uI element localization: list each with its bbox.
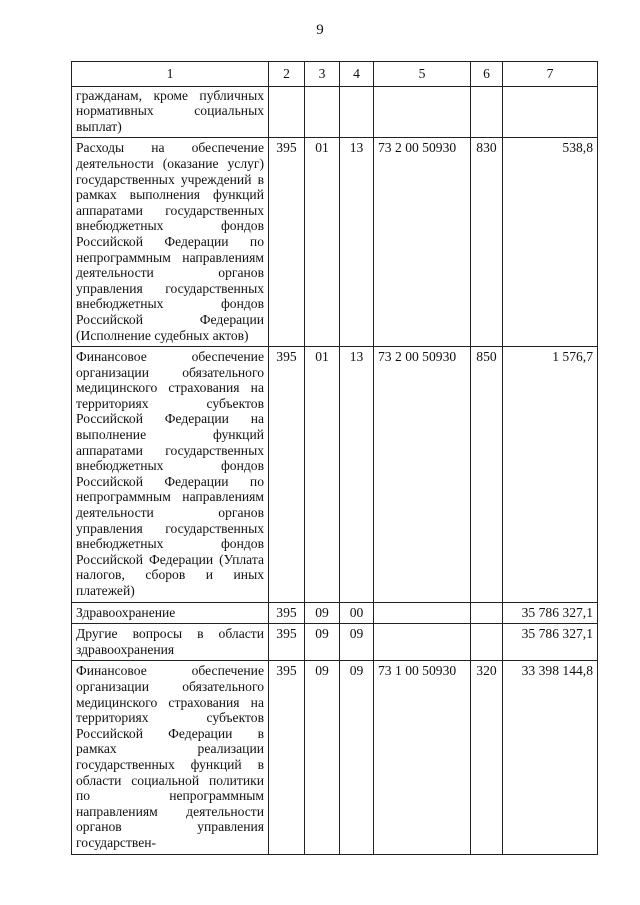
budget-table [71, 61, 598, 855]
row-col-5: 73 2 00 50930 [374, 138, 471, 347]
table-row [72, 86, 598, 138]
row-col-3: 01 [305, 347, 340, 603]
header-col-2: 2 [269, 62, 305, 87]
row-col-6: 850 [471, 347, 503, 603]
row-col-3: 09 [305, 661, 340, 854]
table-row [72, 624, 598, 661]
row-col-7: 35 786 327,1 [503, 624, 598, 661]
row-col-2: 395 [269, 624, 305, 661]
row-col-5: 73 1 00 50930 [374, 661, 471, 854]
row-name: Финансовое обеспечение организации обязательного медицинского страхования на территориях субъектов Российской Федерации в рамках реализации государственных функций в области социальной политики по непрограммным направлениям деятельности органов управления государствен- [72, 661, 269, 854]
row-col-2: 395 [269, 138, 305, 347]
row-col-4: 00 [340, 602, 374, 624]
header-col-4: 4 [340, 62, 374, 87]
row-col-2: 395 [269, 602, 305, 624]
table-row [72, 661, 598, 854]
row-name: Здравоохранение [72, 602, 269, 624]
table-header-row [72, 62, 598, 87]
header-col-5: 5 [374, 62, 471, 87]
table-row [72, 602, 598, 624]
row-col-3 [305, 86, 340, 138]
header-col-1: 1 [72, 62, 269, 87]
row-col-6: 320 [471, 661, 503, 854]
header-col-7: 7 [503, 62, 598, 87]
page-number: 9 [316, 22, 324, 38]
row-col-6: 830 [471, 138, 503, 347]
row-col-4: 09 [340, 661, 374, 854]
row-name: гражданам, кроме публичных нормативных социальных выплат) [72, 86, 269, 138]
row-col-7: 538,8 [503, 138, 598, 347]
row-col-5: 73 2 00 50930 [374, 347, 471, 603]
row-col-3: 09 [305, 624, 340, 661]
header-col-6: 6 [471, 62, 503, 87]
row-col-7: 1 576,7 [503, 347, 598, 603]
row-col-7 [503, 86, 598, 138]
row-name: Другие вопросы в области здравоохранения [72, 624, 269, 661]
row-col-7: 35 786 327,1 [503, 602, 598, 624]
row-col-4 [340, 86, 374, 138]
row-col-3: 09 [305, 602, 340, 624]
row-col-6 [471, 86, 503, 138]
row-col-5 [374, 624, 471, 661]
row-col-2 [269, 86, 305, 138]
row-col-6 [471, 602, 503, 624]
row-col-2: 395 [269, 347, 305, 603]
row-col-3: 01 [305, 138, 340, 347]
row-name: Расходы на обеспечение деятельности (оказание услуг) государственных учреждений в рамках выполнения функций аппаратами государственных внебюджетных фондов Российской Федерации по непрограммным направлениям деятельности органов управления государственных внебюджетных фондов Российской Федерации (Исполнение судебных актов) [72, 138, 269, 347]
row-col-4: 13 [340, 138, 374, 347]
table-row [72, 138, 598, 347]
row-name: Финансовое обеспечение организации обязательного медицинского страхования на территориях субъектов Российской Федерации на выполнение функций аппаратами государственных внебюджетных фондов Российской Федерации по непрограммным направлениям деятельности органов управления государственных внебюджетных фондов Российской Федерации (Уплата налогов, сборов и иных платежей) [72, 347, 269, 603]
row-col-7: 33 398 144,8 [503, 661, 598, 854]
row-col-6 [471, 624, 503, 661]
table-row [72, 347, 598, 603]
row-col-5 [374, 602, 471, 624]
header-col-3: 3 [305, 62, 340, 87]
row-col-4: 09 [340, 624, 374, 661]
row-col-4: 13 [340, 347, 374, 603]
row-col-5 [374, 86, 471, 138]
row-col-2: 395 [269, 661, 305, 854]
